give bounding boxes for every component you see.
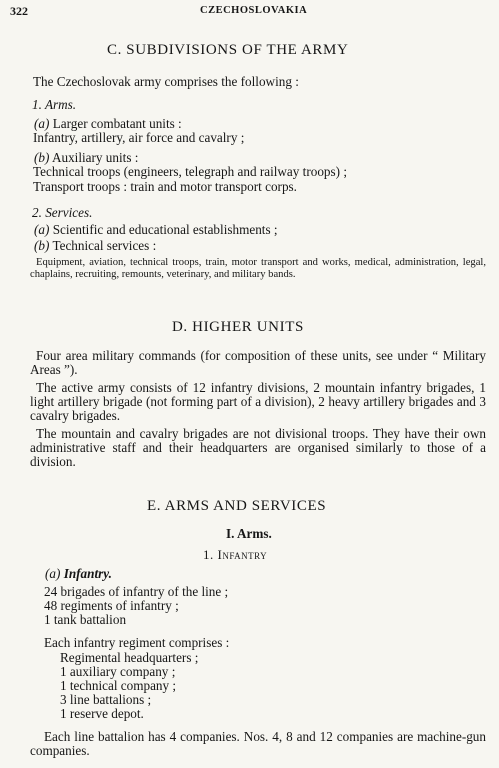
services-item-a bbox=[34, 223, 278, 237]
regiment-list bbox=[60, 651, 198, 721]
services-item-b-label: (b) bbox=[34, 238, 50, 253]
arms-item-a-label: (a) bbox=[34, 116, 50, 131]
services-item-a-text: Scientific and educational establishments ; bbox=[52, 222, 278, 237]
infantry-item-label: (a) bbox=[45, 566, 61, 581]
infantry-item-title: Infantry. bbox=[63, 566, 112, 581]
regiment-intro: Each infantry regiment comprises : bbox=[44, 635, 230, 650]
list-item: 1 tank battalion bbox=[44, 612, 127, 627]
arms-heading: 1. Arms. bbox=[32, 97, 77, 112]
services-heading: 2. Services. bbox=[32, 205, 93, 220]
section-d-p1: Four area military commands (for composition of these units, see under “ Military Areas ”). bbox=[30, 348, 486, 377]
page-number: 322 bbox=[10, 4, 28, 18]
section-d-p2: The active army consists of 12 infantry divisions, 2 mountain infantry brigades, 1 light artillery brigade (not forming part of a division), 2 heavy artillery brigades and 3 cavalry brigades. bbox=[30, 380, 486, 423]
arms-subheading: I. Arms. bbox=[226, 526, 272, 541]
arms-item-b-text1: Technical troops (engineers, telegraph and railway troops) ; bbox=[33, 164, 347, 179]
infantry-list bbox=[44, 585, 228, 627]
list-item: 1 auxiliary company ; bbox=[60, 664, 176, 679]
section-d-title: D. HIGHER UNITS bbox=[172, 319, 304, 335]
arms-item-a-text: Infantry, artillery, air force and cavalry ; bbox=[33, 130, 245, 145]
services-item-b bbox=[34, 239, 156, 253]
arms-item-b-label: (b) bbox=[34, 150, 50, 165]
closing-paragraph: Each line battalion has 4 companies. Nos. 4, 8 and 12 companies are machine-gun companies. bbox=[30, 729, 486, 758]
list-item: 3 line battalions ; bbox=[60, 692, 152, 707]
list-item: 1 technical company ; bbox=[60, 678, 177, 693]
list-item: 24 brigades of infantry of the line ; bbox=[44, 584, 229, 599]
arms-item-b-title: Auxiliary units : bbox=[51, 150, 139, 165]
arms-item-b bbox=[34, 151, 138, 165]
arms-item-a bbox=[34, 117, 182, 131]
services-item-b-text: Technical services : bbox=[52, 238, 157, 253]
infantry-subheading: 1. Infantry bbox=[203, 547, 268, 562]
list-item: 48 regiments of infantry ; bbox=[44, 598, 179, 613]
services-item-a-label: (a) bbox=[34, 222, 50, 237]
section-c-title: C. SUBDIVISIONS OF THE ARMY bbox=[107, 42, 349, 58]
services-note: Equipment, aviation, technical troops, train, motor transport and works, medical, administration, legal, chaplains, recruiting, remounts, veterinary, and military bands. bbox=[30, 257, 486, 280]
section-d-p3: The mountain and cavalry brigades are not divisional troops. They have their own administrative staff and their headquarters are organised similarly to those of a division. bbox=[30, 426, 486, 469]
running-title: CZECHOSLOVAKIA bbox=[200, 5, 308, 16]
section-c-intro: The Czechoslovak army comprises the following : bbox=[33, 74, 299, 89]
arms-item-a-title: Larger combatant units : bbox=[52, 116, 182, 131]
arms-item-b-text2: Transport troops : train and motor transport corps. bbox=[33, 179, 297, 194]
list-item: 1 reserve depot. bbox=[60, 706, 144, 721]
list-item: Regimental headquarters ; bbox=[60, 650, 199, 665]
section-e-title: E. ARMS AND SERVICES bbox=[147, 498, 327, 514]
infantry-item bbox=[45, 567, 112, 581]
